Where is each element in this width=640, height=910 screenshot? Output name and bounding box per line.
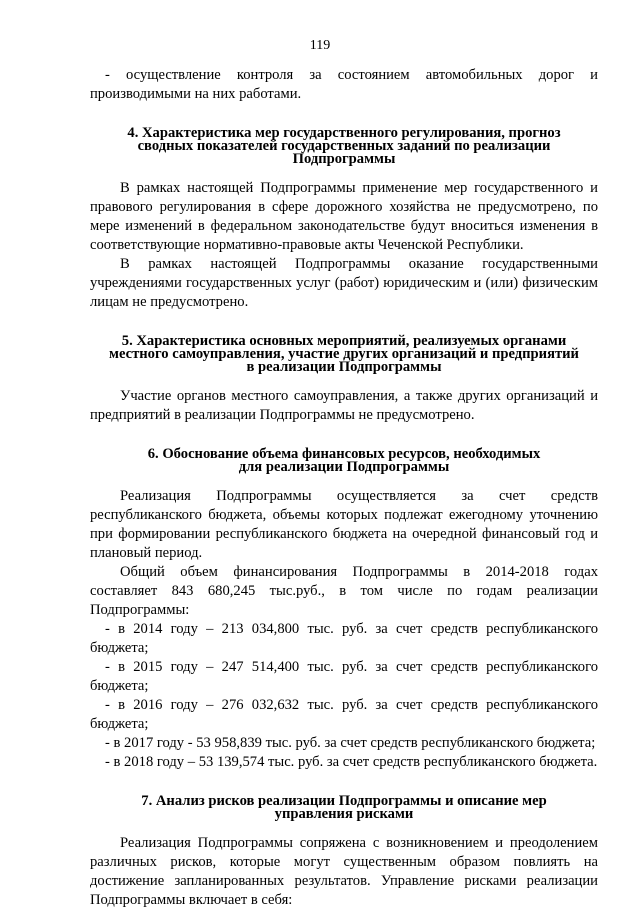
section-heading-line: сводных показателей государственных заданий по реализации (137, 138, 551, 154)
section-heading-line: 5. Характеристика основных мероприятий, реализуемых органами (121, 333, 567, 349)
heading-spacer (90, 474, 598, 487)
list-item-2: - в 2014 году – 213 034,800 тыс. руб. за счет средств республиканского бюджета; (90, 621, 598, 656)
section-heading-3 (90, 448, 598, 474)
list-item-4: - в 2016 году – 276 032,632 тыс. руб. за счет средств республиканского бюджета; (90, 697, 598, 732)
section-heading-line: Подпрограммы (292, 151, 396, 167)
list-item-6: - в 2018 году – 53 139,574 тыс. руб. за счет средств республиканского бюджета. (105, 754, 598, 770)
list-item-3: - в 2015 году – 247 514,400 тыс. руб. за счет средств республиканского бюджета; (90, 659, 598, 694)
section-heading-4 (90, 795, 598, 821)
section-heading-line: в реализации Подпрограммы (246, 359, 442, 375)
page-number: 119 (309, 38, 331, 53)
list-item-1: - осуществление контроля за состоянием автомобильных дорог и производимыми на них работами. (90, 67, 598, 102)
section-heading-line: для реализации Подпрограммы (238, 459, 450, 475)
heading-spacer (90, 166, 598, 179)
section-spacer (90, 312, 598, 335)
heading-spacer (90, 821, 598, 834)
section-heading-line: 4. Характеристика мер государственного регулирования, прогноз (127, 125, 561, 141)
list-item-5: - в 2017 году - 53 958,839 тыс. руб. за счет средств республиканского бюджета; (105, 735, 596, 751)
document-body (90, 66, 598, 910)
paragraph-3: Участие органов местного самоуправления, а также других организаций и предприятий в реализации Подпрограммы не предусмотрено. (90, 388, 598, 423)
paragraph-5: Общий объем финансирования Подпрограммы в 2014-2018 годах составляет 843 680,245 тыс.руб., в том числе по годам реализации Подпрограммы: (90, 564, 598, 618)
section-heading-line: 6. Обоснование объема финансовых ресурсов, необходимых (147, 446, 541, 462)
section-spacer (90, 104, 598, 127)
heading-spacer (90, 374, 598, 387)
section-heading-2 (90, 335, 598, 374)
section-heading-line: местного самоуправления, участие других организаций и предприятий (109, 346, 579, 362)
paragraph-2: В рамках настоящей Подпрограммы оказание государственными учреждениями государственных услуг (работ) юридическим и (или) физическим лицам не предусмотрено. (90, 256, 598, 310)
section-heading-1 (90, 127, 598, 166)
section-spacer (90, 425, 598, 448)
paragraph-4: Реализация Подпрограммы осуществляется за счет средств республиканского бюджета, объемы которых подлежат ежегодному уточнению при формировании республиканского бюджета на очередной финансовый год и плановый период. (90, 488, 598, 561)
section-spacer (90, 772, 598, 795)
paragraph-1: В рамках настоящей Подпрограммы применение мер государственного и правового регулирования в сфере дорожного хозяйства не предусмотрено, по мере изменений в федеральном законодательстве будут вноситься изменения в соответствующие нормативно-правовые акты Чеченской Республики. (90, 180, 598, 253)
section-heading-line: управления рисками (274, 806, 414, 822)
section-heading-line: 7. Анализ рисков реализации Подпрограммы и описание мер (141, 793, 547, 809)
paragraph-6: Реализация Подпрограммы сопряжена с возникновением и преодолением различных рисков, которые могут существенным образом повлиять на достижение запланированных результатов. Управление рисками реализации Подпрограммы включает в себя: (90, 835, 598, 908)
